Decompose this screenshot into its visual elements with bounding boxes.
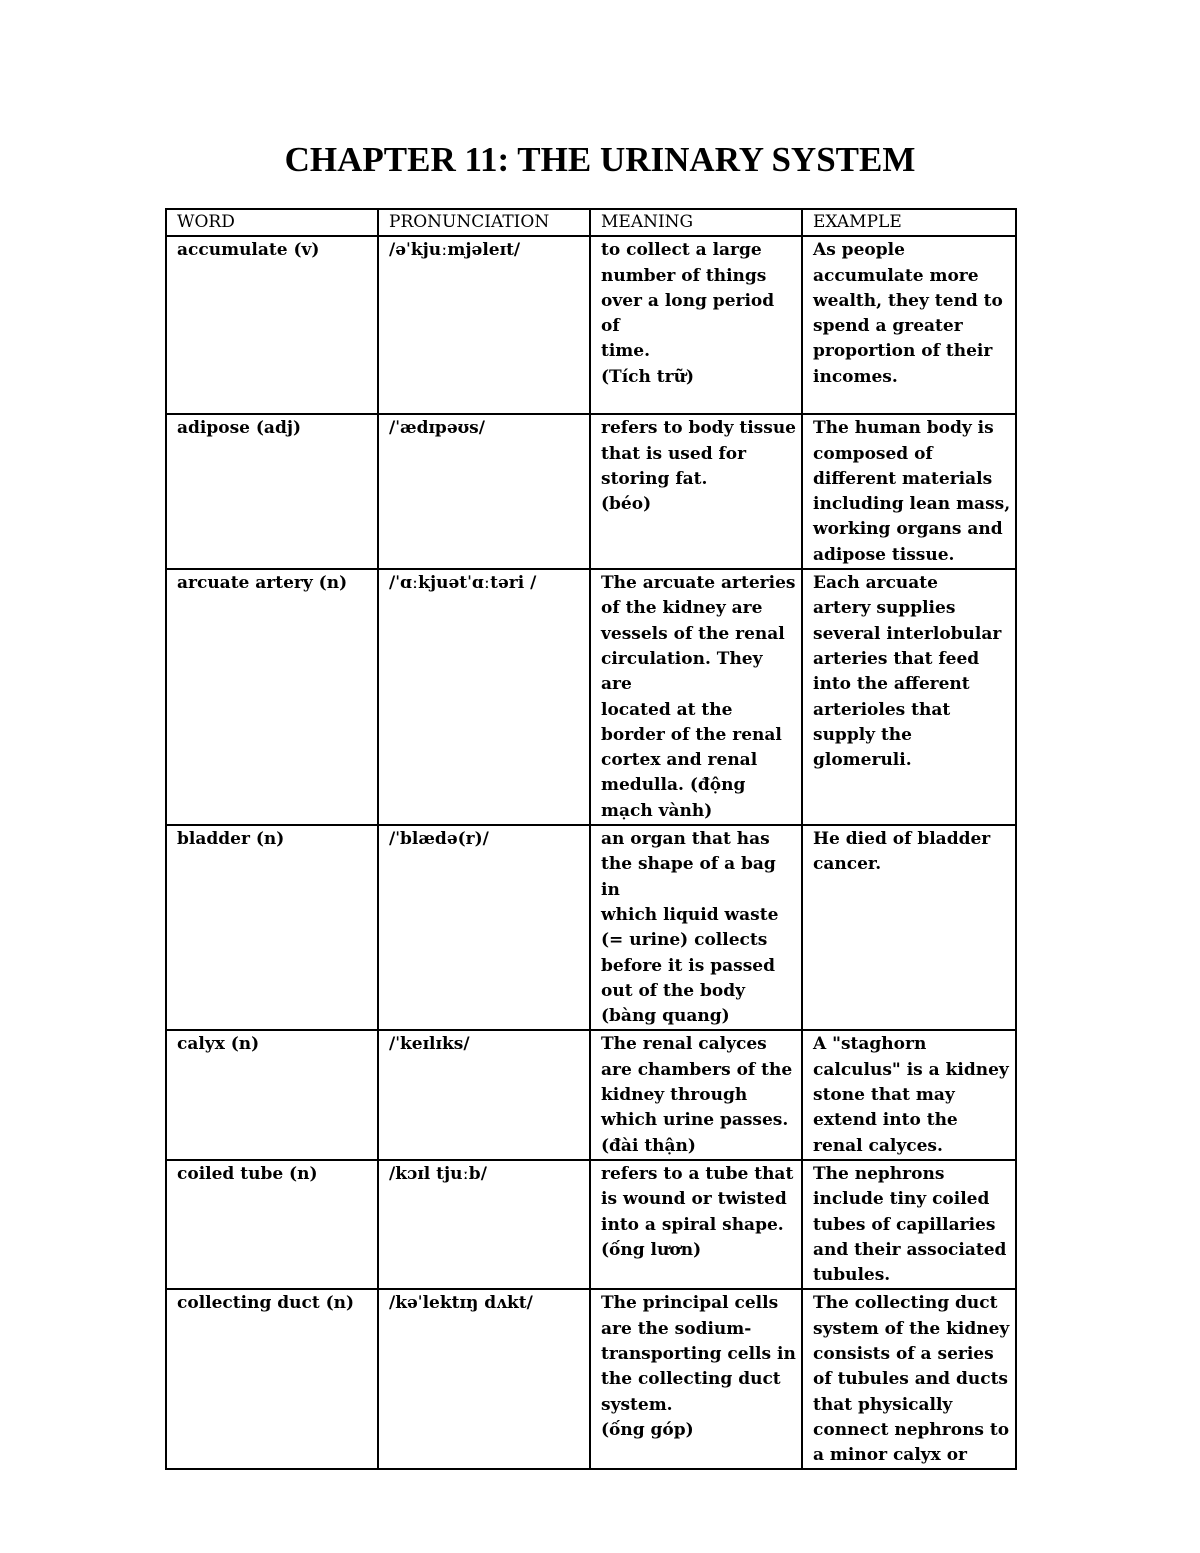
table-header-row bbox=[166, 209, 1016, 236]
table-row bbox=[166, 1289, 1016, 1469]
example-text: The human body is composed of different materials including lean mass, working organs and adipose tissue. bbox=[813, 418, 1011, 565]
word-text: arcuate artery (n) bbox=[177, 573, 348, 594]
example-cell bbox=[802, 414, 1016, 569]
pronunciation-text: /əˈkjuːmjəleɪt/ bbox=[389, 240, 521, 261]
table-row bbox=[166, 825, 1016, 1030]
pronunciation-cell bbox=[378, 825, 590, 1030]
table-row bbox=[166, 1030, 1016, 1159]
pronunciation-cell bbox=[378, 236, 590, 414]
word-text: coiled tube (n) bbox=[177, 1163, 318, 1184]
word-cell bbox=[166, 1289, 378, 1469]
pronunciation-cell bbox=[378, 1289, 590, 1469]
example-text: A "staghorn calculus" is a kidney stone that may extend into the renal calyces. bbox=[813, 1034, 1009, 1156]
word-text: accumulate (v) bbox=[177, 240, 320, 261]
word-text: collecting duct (n) bbox=[177, 1293, 355, 1314]
pronunciation-cell bbox=[378, 569, 590, 825]
table-row bbox=[166, 236, 1016, 414]
meaning-text: The principal cells are the sodium- transporting cells in the collecting duct system. (ống góp) bbox=[601, 1293, 796, 1440]
table-row bbox=[166, 1160, 1016, 1289]
meaning-text: The arcuate arteries of the kidney are vessels of the renal circulation. They are located at the border of the renal cortex and renal medulla. (động mạch vành) bbox=[601, 573, 796, 821]
pronunciation-text: /ˈblædə(r)/ bbox=[389, 829, 489, 850]
word-cell bbox=[166, 236, 378, 414]
pronunciation-text: /ˈkeɪlɪks/ bbox=[389, 1034, 470, 1055]
column-header-meaning: MEANING bbox=[590, 209, 802, 236]
example-cell bbox=[802, 825, 1016, 1030]
meaning-cell bbox=[590, 236, 802, 414]
example-text: The collecting duct system of the kidney consists of a series of tubules and ducts that physically connect nephrons to a minor calyx or bbox=[813, 1293, 1010, 1466]
word-text: adipose (adj) bbox=[177, 418, 302, 439]
word-cell bbox=[166, 825, 378, 1030]
column-header-example: EXAMPLE bbox=[802, 209, 1016, 236]
meaning-cell bbox=[590, 825, 802, 1030]
table-row bbox=[166, 569, 1016, 825]
meaning-text: to collect a large number of things over a long period of time. (Tích trữ) bbox=[601, 240, 775, 387]
word-text: calyx (n) bbox=[177, 1034, 260, 1055]
example-cell bbox=[802, 1160, 1016, 1289]
meaning-cell bbox=[590, 1289, 802, 1469]
pronunciation-text: /ˈædɪpəʊs/ bbox=[389, 418, 485, 439]
meaning-text: The renal calyces are chambers of the kidney through which urine passes. (đài thận) bbox=[601, 1034, 793, 1156]
page-title: CHAPTER 11: THE URINARY SYSTEM bbox=[284, 140, 916, 179]
word-text: bladder (n) bbox=[177, 829, 285, 850]
example-cell bbox=[802, 569, 1016, 825]
word-cell bbox=[166, 1030, 378, 1159]
example-text: Each arcuate artery supplies several interlobular arteries that feed into the afferent arterioles that supply the glomeruli. bbox=[813, 573, 1002, 771]
pronunciation-cell bbox=[378, 1160, 590, 1289]
word-cell bbox=[166, 569, 378, 825]
vocabulary-table bbox=[165, 208, 1017, 1470]
meaning-cell bbox=[590, 1160, 802, 1289]
example-text: As people accumulate more wealth, they tend to spend a greater proportion of their incomes. bbox=[813, 240, 1003, 387]
meaning-cell bbox=[590, 414, 802, 569]
example-text: He died of bladder cancer. bbox=[813, 829, 991, 875]
word-cell bbox=[166, 1160, 378, 1289]
table-row bbox=[166, 414, 1016, 569]
pronunciation-text: /kəˈlektɪŋ dʌkt/ bbox=[389, 1293, 533, 1314]
example-cell bbox=[802, 1289, 1016, 1469]
meaning-text: refers to body tissue that is used for storing fat. (béo) bbox=[601, 418, 796, 515]
meaning-text: refers to a tube that is wound or twisted into a spiral shape. (ống lươn) bbox=[601, 1163, 794, 1260]
word-cell bbox=[166, 414, 378, 569]
meaning-text: an organ that has the shape of a bag in which liquid waste (= urine) collects before it is passed out of the body (bàng quang) bbox=[601, 829, 779, 1027]
meaning-cell bbox=[590, 1030, 802, 1159]
example-text: The nephrons include tiny coiled tubes of capillaries and their associated tubules. bbox=[813, 1163, 1007, 1286]
column-header-pronunciation: PRONUNCIATION bbox=[378, 209, 590, 236]
example-cell bbox=[802, 236, 1016, 414]
meaning-cell bbox=[590, 569, 802, 825]
pronunciation-text: /ˈɑːkjuətˈɑːtəri / bbox=[389, 573, 537, 594]
pronunciation-text: /kɔɪl tjuːb/ bbox=[389, 1163, 487, 1184]
example-cell bbox=[802, 1030, 1016, 1159]
pronunciation-cell bbox=[378, 1030, 590, 1159]
pronunciation-cell bbox=[378, 414, 590, 569]
column-header-word: WORD bbox=[166, 209, 378, 236]
